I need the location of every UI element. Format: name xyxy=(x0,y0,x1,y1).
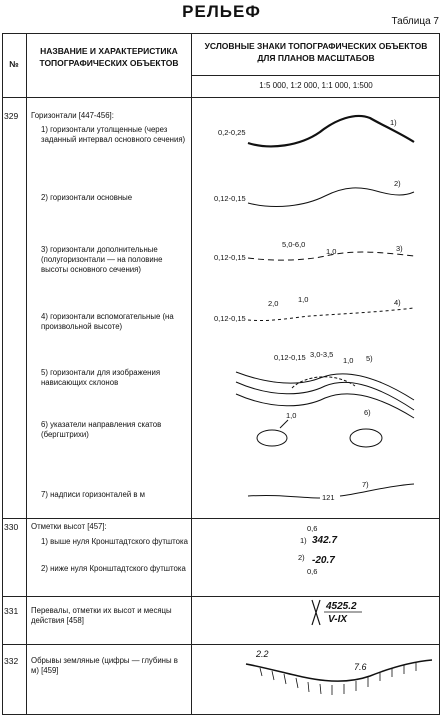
header-scales: 1:5 000, 1:2 000, 1:1 000, 1:500 xyxy=(259,81,373,90)
item-text: 2) ниже нуля Кронштадтского футштока xyxy=(41,564,186,573)
slope-indicator-ellipse xyxy=(350,429,382,447)
item-marker: 5) xyxy=(366,354,373,363)
header-num: № xyxy=(9,59,19,69)
item-marker: 1) xyxy=(300,536,307,545)
symbol-label: 1,0 xyxy=(286,411,297,420)
item-marker: 3) xyxy=(396,244,403,253)
item-text: 1) выше нуля Кронштадтского футштока xyxy=(41,537,188,546)
item-text: 2) горизонтали основные xyxy=(41,193,133,202)
item-marker: 6) xyxy=(364,408,371,417)
symbol-label: 0,12-0,15 xyxy=(214,253,246,262)
row-number: 330 xyxy=(4,522,19,532)
elevation-value: -20.7 xyxy=(312,555,335,566)
header-signs: УСЛОВНЫЕ ЗНАКИ ТОПОГРАФИЧЕСКИХ ОБЪЕКТОВ ДЛЯ ПЛАНОВ МАСШТАБОВ xyxy=(204,41,428,63)
symbol-label: 121 xyxy=(322,493,335,502)
item-text: 3) горизонтали дополнительные (полугоризонтали — на половине высоты основного сечения) xyxy=(41,245,163,274)
row-title: Перевалы, отметки их высот и месяцы действия [458] xyxy=(31,606,172,625)
symbol-label: 2,0 xyxy=(268,299,279,308)
item-marker: 7) xyxy=(362,480,369,489)
symbol-label: 0,2-0,25 xyxy=(218,128,246,137)
symbol-label: 0,12-0,15 xyxy=(214,194,246,203)
item-text: 7) надписи горизонталей в м xyxy=(41,490,146,499)
symbol-label: 0,12-0,15 xyxy=(214,314,246,323)
item-text: 5) горизонтали для изображения нависающих склонов xyxy=(41,368,161,387)
cliff-depth: 7.6 xyxy=(354,662,367,672)
item-text: 4) горизонтали вспомогательные (на произвольной высоте) xyxy=(41,312,174,331)
row-title: Горизонтали [447-456]: xyxy=(31,111,114,120)
symbol-label: 1,0 xyxy=(326,247,337,256)
symbol-label: 1,0 xyxy=(343,356,354,365)
table-label: Таблица 7 xyxy=(391,16,439,27)
row-title: Обрывы земляные (цифры — глубины в м) [459] xyxy=(31,656,178,675)
symbol-label: 1,0 xyxy=(298,295,309,304)
auxiliary-contour-line xyxy=(248,308,414,321)
elevation-value: 342.7 xyxy=(312,535,338,546)
symbol-label: 0,6 xyxy=(307,567,318,576)
symbol-label: 5,0-6,0 xyxy=(282,240,306,249)
symbol-label: 0,6 xyxy=(307,524,318,533)
row-number: 331 xyxy=(4,606,19,616)
item-text: 1) горизонтали утолщенные (через заданный интервал основного сечения) xyxy=(41,125,186,144)
item-text: 6) указатели направления скатов (бергштрихи) xyxy=(41,420,162,439)
overhang-contour-line xyxy=(236,382,414,410)
item-marker: 4) xyxy=(394,298,401,307)
symbol-label: 0,12-0,15 xyxy=(274,353,306,362)
row-title: Отметки высот [457]: xyxy=(31,522,107,531)
pass-elevation: 4525.2 xyxy=(326,601,357,612)
header-name: НАЗВАНИЕ И ХАРАКТЕРИСТИКА ТОПОГРАФИЧЕСКИХ ОБЪЕКТОВ xyxy=(39,46,179,68)
slope-indicator-ellipse xyxy=(257,430,287,446)
item-marker: 2) xyxy=(394,179,401,188)
main-contour-line xyxy=(248,188,414,207)
page-title: РЕЛЬЕФ xyxy=(182,2,261,21)
row-number: 332 xyxy=(4,656,19,666)
slope-tick xyxy=(280,420,288,428)
overhang-contour-line xyxy=(236,394,414,418)
row-number: 329 xyxy=(4,111,19,121)
pass-months: V-IX xyxy=(328,614,348,625)
item-marker: 2) xyxy=(298,553,305,562)
item-marker: 1) xyxy=(390,118,397,127)
cliff-depth: 2.2 xyxy=(256,649,269,659)
symbol-label: 3,0-3,5 xyxy=(310,350,334,359)
